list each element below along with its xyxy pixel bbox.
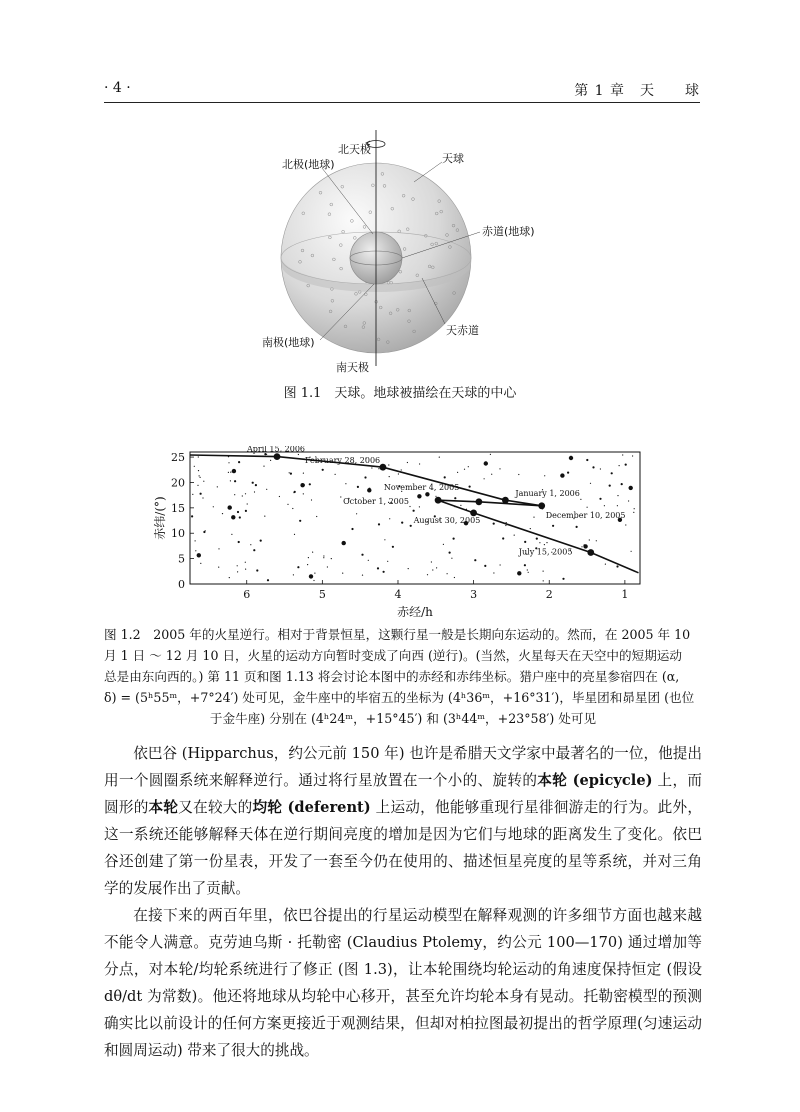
background-star — [311, 499, 312, 500]
background-star — [245, 569, 246, 570]
background-star — [378, 468, 379, 469]
background-star — [528, 572, 529, 573]
label-equator-earth: 赤道(地球) — [482, 225, 535, 238]
background-star — [279, 496, 280, 497]
background-star — [384, 539, 385, 540]
mars-retrograde-chart — [150, 446, 660, 630]
background-star — [490, 454, 491, 455]
y-tick-label: 15 — [171, 501, 185, 515]
label-north-pole-earth: 北极(地球) — [282, 158, 335, 171]
y-tick-label: 20 — [171, 476, 185, 490]
caption-line: 月 1 日 ～ 12 月 10 日，火星的运动方向暂时变成了向西 (逆行)。(当然，火星每天在天空中的短期运动 — [104, 648, 682, 663]
background-star — [621, 483, 623, 485]
background-star — [539, 542, 540, 543]
mars-point-label: December 10, 2005 — [545, 510, 626, 520]
background-star — [444, 476, 446, 478]
background-star — [202, 497, 203, 498]
background-star — [387, 561, 388, 562]
mars-point-label: April 15, 2006 — [247, 446, 306, 454]
chapter-title: 第 1 章 天 球 — [574, 83, 700, 99]
background-star — [493, 523, 495, 525]
background-star — [431, 561, 432, 562]
label-south-pole-earth: 南极(地球) — [262, 336, 315, 349]
term-epicycle-short: 本轮 — [148, 799, 179, 816]
y-tick-label: 25 — [171, 451, 185, 465]
mars-point — [587, 549, 594, 556]
background-star — [264, 516, 265, 517]
background-star — [378, 523, 380, 525]
caption-line: δ) = (5ʰ55ᵐ，+7°24′) 处可见，金牛座中的毕宿五的坐标为 (4ʰ36ᵐ，+16°31′)，毕星团和昴星团 (也位 — [104, 690, 695, 705]
background-star — [250, 544, 251, 545]
background-star — [586, 459, 588, 461]
background-star — [356, 513, 357, 514]
background-star — [377, 567, 379, 569]
background-star — [195, 540, 196, 541]
background-star — [544, 475, 545, 476]
mars-point — [476, 498, 483, 505]
background-star — [299, 520, 301, 522]
background-star — [562, 578, 564, 580]
background-star — [290, 473, 292, 475]
background-star — [398, 473, 399, 474]
body-text — [104, 740, 702, 1064]
background-star — [544, 544, 545, 545]
background-star — [505, 525, 506, 526]
mars-point — [538, 502, 545, 509]
label-celestial-equator: 天赤道 — [446, 324, 479, 337]
background-star — [407, 462, 408, 463]
background-star — [200, 477, 201, 478]
background-star — [368, 560, 369, 561]
running-header — [104, 80, 700, 103]
background-star — [427, 574, 428, 575]
mars-point-label: August 30, 2005 — [413, 515, 481, 525]
background-star — [252, 482, 254, 484]
background-star — [357, 486, 359, 488]
background-star — [345, 483, 346, 484]
background-star — [228, 505, 232, 509]
background-star — [590, 483, 591, 484]
background-star — [256, 569, 258, 571]
background-star — [604, 505, 605, 506]
background-star — [232, 469, 236, 473]
background-star — [234, 480, 236, 482]
background-star — [622, 454, 623, 455]
page-number: · 4 · — [104, 80, 131, 96]
background-star — [629, 486, 633, 490]
background-star — [389, 518, 390, 519]
background-star — [543, 571, 544, 572]
mars-point — [435, 497, 442, 504]
background-star — [307, 564, 308, 565]
background-star — [362, 575, 363, 576]
background-star — [371, 467, 372, 468]
background-star — [383, 571, 385, 573]
background-star — [323, 557, 324, 558]
background-star — [453, 538, 455, 540]
mars-point — [502, 497, 509, 504]
background-star — [625, 464, 627, 466]
background-star — [198, 456, 199, 457]
mars-point — [380, 464, 387, 471]
background-star — [253, 549, 255, 551]
background-star — [228, 462, 229, 463]
background-star — [634, 508, 635, 509]
background-star — [413, 510, 415, 512]
background-star — [425, 492, 429, 496]
term-epicycle: 本轮 (epicycle) — [537, 772, 653, 789]
background-star — [436, 567, 437, 568]
background-star — [266, 454, 267, 455]
background-star — [234, 494, 235, 495]
background-star — [460, 505, 461, 506]
background-star — [266, 489, 267, 490]
background-star — [217, 486, 218, 487]
background-star — [192, 494, 193, 495]
y-tick-label: 5 — [178, 552, 185, 566]
background-star — [323, 555, 324, 556]
background-star — [327, 566, 328, 567]
background-star — [195, 550, 196, 551]
background-star — [616, 565, 618, 567]
background-star — [451, 558, 452, 559]
background-star — [292, 508, 293, 509]
background-star — [464, 469, 465, 470]
background-star — [335, 474, 336, 475]
background-star — [229, 577, 230, 578]
background-star — [314, 573, 315, 574]
background-star — [313, 580, 314, 581]
background-star — [454, 577, 455, 578]
caption-line: 于金牛座) 分别在 (4ʰ24ᵐ，+15°45′) 和 (3ʰ44ᵐ，+23°58′) 处可见 — [209, 711, 597, 726]
background-star — [484, 478, 485, 479]
background-star — [364, 476, 366, 478]
mars-point-label: February 28, 2006 — [304, 456, 381, 466]
label-north-celestial-pole: 北天极 — [338, 143, 371, 156]
x-axis-label: 赤经/h — [397, 605, 433, 619]
background-star — [388, 464, 389, 465]
background-star — [389, 476, 390, 477]
background-star — [524, 564, 526, 566]
background-star — [228, 472, 229, 473]
background-star — [239, 516, 241, 518]
background-star — [628, 500, 629, 501]
background-star — [247, 503, 248, 504]
background-star — [419, 463, 420, 464]
background-star — [484, 461, 488, 465]
background-star — [351, 528, 353, 530]
background-star — [230, 472, 231, 473]
background-star — [468, 466, 469, 467]
figure-1-2-caption — [104, 624, 702, 729]
paragraph-hipparchus: 依巴谷 (Hipparchus，约公元前 150 年) 也许是希腊天文学家中最著名的一位，他提出用一个圆圈系统来解释逆行。通过将行星放置在一个小的、旋转的本轮 (epicycle) 上，而圆形的本轮又在较大的均轮 (deferent) 上运动，他能够重现行星徘徊游走的行为。此外，这一系统还能够解释天体在逆行期间亮度的增加是因为它们与地球的距离发生了变化。依巴谷还创建了第一份星表，开发了一套至今仍在使用的、描述恒星亮度的星等系统，并对三角学的发展作出了贡献。 — [104, 745, 702, 897]
y-tick-label: 0 — [178, 578, 185, 591]
background-star — [502, 537, 504, 539]
background-star — [309, 483, 311, 485]
background-star — [524, 541, 526, 543]
background-star — [200, 563, 201, 564]
mars-point — [274, 453, 281, 460]
background-star — [245, 562, 246, 563]
background-star — [213, 506, 214, 507]
background-star — [245, 510, 247, 512]
label-south-celestial-pole: 南天极 — [336, 361, 369, 374]
background-star — [499, 468, 500, 469]
celestial-sphere-figure — [240, 128, 560, 378]
background-star — [560, 473, 564, 477]
label-celestial-sphere: 天球 — [442, 152, 464, 165]
background-star — [309, 574, 313, 578]
background-star — [435, 496, 436, 497]
background-star — [580, 499, 581, 500]
background-star — [294, 534, 295, 535]
background-star — [222, 513, 223, 514]
background-star — [199, 475, 200, 476]
y-tick-label: 10 — [171, 527, 185, 541]
background-star — [439, 457, 440, 458]
background-star — [401, 469, 402, 470]
background-star — [368, 488, 370, 490]
x-tick-label: 4 — [394, 588, 402, 601]
background-star — [500, 564, 501, 565]
background-star — [417, 494, 421, 498]
background-star — [218, 567, 219, 568]
background-star — [447, 573, 448, 574]
background-star — [474, 559, 476, 561]
x-tick-label: 1 — [621, 588, 629, 601]
background-star — [552, 525, 554, 527]
background-star — [242, 495, 243, 496]
background-star — [340, 496, 341, 497]
caption-line: 图 1.2 2005 年的火星逆行。相对于背景恒星，这颗行星一般是长期向东运动的。然而，在 2005 年 10 — [104, 627, 691, 642]
background-star — [203, 531, 205, 533]
background-star — [432, 569, 433, 570]
background-star — [316, 516, 317, 517]
x-tick-label: 3 — [470, 588, 478, 601]
background-star — [230, 480, 231, 481]
background-star — [260, 540, 262, 542]
background-star — [581, 546, 582, 547]
background-star — [632, 455, 633, 456]
background-star — [342, 541, 346, 545]
background-star — [410, 525, 412, 527]
background-star — [203, 481, 204, 482]
background-star — [619, 465, 620, 466]
background-star — [267, 579, 269, 581]
background-star — [600, 468, 601, 469]
mars-point-label: October 1, 2005 — [343, 497, 409, 507]
background-star — [342, 573, 343, 574]
background-star — [200, 493, 202, 495]
background-star — [408, 568, 409, 569]
background-star — [238, 461, 240, 463]
background-star — [237, 565, 238, 566]
mars-point-label: November 4, 2005 — [383, 482, 460, 492]
background-star — [454, 497, 456, 499]
background-star — [484, 565, 486, 567]
background-star — [583, 544, 585, 546]
background-star — [263, 466, 264, 467]
background-star — [289, 472, 290, 473]
background-star — [303, 493, 304, 494]
background-star — [609, 485, 611, 487]
x-tick-label: 6 — [243, 588, 251, 601]
background-star — [633, 512, 634, 513]
background-star — [194, 466, 195, 467]
background-star — [576, 526, 578, 528]
background-star — [293, 492, 294, 493]
background-star — [409, 506, 410, 507]
background-star — [401, 522, 403, 524]
background-star — [493, 572, 494, 573]
background-star — [592, 466, 594, 468]
background-star — [518, 474, 519, 475]
mars-points — [246, 446, 625, 557]
background-star — [237, 571, 238, 572]
background-star — [297, 566, 299, 568]
background-star — [245, 493, 246, 494]
background-star — [254, 491, 255, 492]
x-tick-label: 5 — [318, 588, 326, 601]
background-star — [303, 473, 304, 474]
background-star — [255, 484, 257, 486]
background-star — [605, 564, 606, 565]
background-star — [569, 456, 573, 460]
axes — [171, 451, 628, 601]
background-star — [231, 534, 232, 535]
x-tick-label: 2 — [545, 588, 553, 601]
background-star — [237, 511, 239, 513]
background-star — [449, 552, 451, 554]
background-star — [530, 528, 531, 529]
background-star — [419, 506, 420, 507]
background-star — [322, 469, 324, 471]
mars-point-label: January 1, 2006 — [515, 489, 580, 499]
background-star — [392, 546, 394, 548]
background-star — [231, 515, 235, 519]
background-star — [631, 551, 632, 552]
background-star — [218, 548, 219, 549]
background-star — [331, 558, 332, 559]
background-star — [567, 472, 569, 474]
background-star — [533, 517, 534, 518]
background-star — [287, 504, 288, 505]
background-star — [617, 495, 618, 496]
background-star — [238, 541, 240, 543]
background-star — [611, 472, 613, 474]
figure-1-1-caption: 图 1.1 天球。地球被描绘在天球的中心 — [283, 386, 517, 401]
background-star — [361, 554, 363, 556]
background-star — [625, 524, 626, 525]
background-star — [589, 539, 590, 540]
background-star — [527, 569, 528, 570]
background-star — [270, 460, 271, 461]
background-star — [443, 544, 444, 545]
term-deferent: 均轮 (deferent) — [252, 799, 371, 816]
background-star — [617, 505, 618, 506]
background-star — [457, 472, 458, 473]
background-star — [191, 515, 193, 517]
background-star — [197, 485, 198, 486]
background-star — [303, 484, 305, 486]
background-star — [543, 580, 544, 581]
background-star — [198, 470, 199, 471]
background-star — [599, 498, 601, 500]
background-star — [308, 557, 309, 558]
paragraph-ptolemy: 在接下来的两百年里，依巴谷提出的行星运动模型在解释观测的许多细节方面也越来越不能令人满意。克劳迪乌斯 · 托勒密 (Claudius Ptolemy，约公元 100—170) 通过增加等分点，对本轮/均轮系统进行了修正 (图 1.3)，让本轮围绕均轮运动的角速度保持恒定 (假设 dθ/dt 为常数)。他还将地球从均轮中心移开，甚至允许均轮本身有晃动。托勒密模型的预测确实比以前设计的任何方案更接近于观测结果，但却对柏拉图最初提出的哲学原理(匀速运动和圆周运动) 带来了很大的挑战。 — [104, 907, 702, 1059]
caption-line: 总是由东向西的。) 第 11 页和图 1.13 将会讨论本图中的赤经和赤纬坐标。猎户座中的亮星参宿四在 (α, — [104, 669, 680, 684]
background-star — [312, 552, 313, 553]
background-star — [517, 571, 521, 575]
background-star — [469, 486, 471, 488]
background-star — [298, 454, 299, 455]
background-star — [293, 574, 294, 575]
background-star — [197, 553, 201, 557]
background-star — [536, 538, 538, 540]
background-star — [491, 474, 492, 475]
background-star — [546, 542, 547, 543]
background-star — [514, 535, 515, 536]
background-star — [587, 507, 588, 508]
background-star — [596, 540, 597, 541]
mars-point-label: July 15, 2005 — [518, 547, 573, 557]
y-axis-label: 赤纬/(°) — [153, 496, 167, 540]
